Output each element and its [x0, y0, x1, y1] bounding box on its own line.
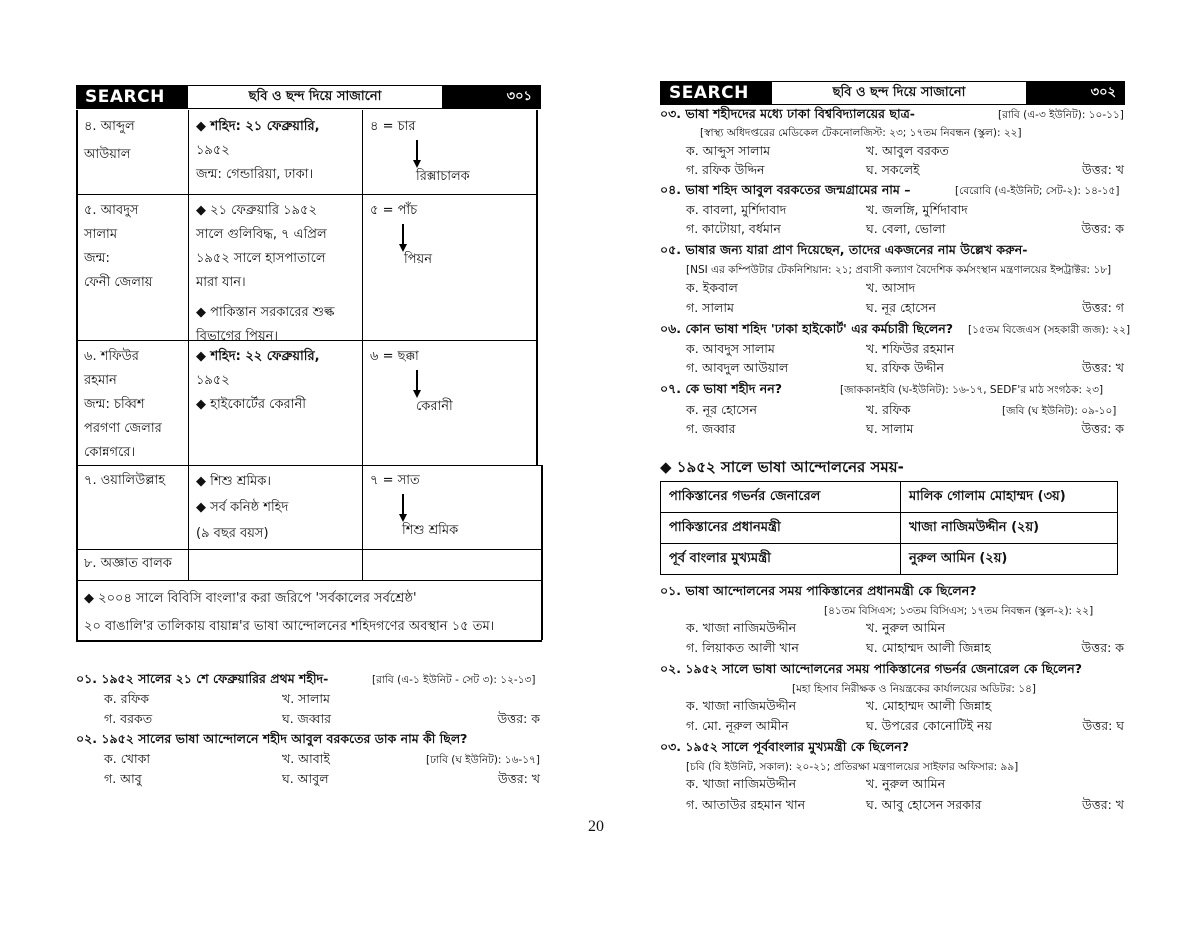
- option-a: ক. আবদুস সালাম: [686, 341, 775, 356]
- question-title: ০২. ১৯৫২ সালে ভাষা আন্দোলনের সময় পাকিস্তানের গভর্নর জেনারেল কে ছিলেন?: [660, 661, 1082, 676]
- question-ref: [ঢাবি (ঘ ইউনিট): ১৬-১৭]: [426, 754, 540, 766]
- table-cell-role: পাকিস্তানের গভর্নর জেনারেল: [661, 482, 901, 513]
- option-d: ঘ. আবু হোসেন সরকার: [866, 797, 982, 812]
- question-ref: [জবি (ঘ ইউনিট): ০৯-১০]: [1002, 405, 1117, 417]
- section-title: ◆ ১৯৫২ সালে ভাষা আন্দোলনের সময়-: [660, 458, 904, 476]
- question-subref: [৪১তম বিসিএস; ১৩তম বিসিএস; ১৭তম নিবন্ধন (স্কুল-২): ২২]: [824, 605, 1094, 617]
- down-arrow-icon: [416, 370, 418, 392]
- note-text: ◆ ২০০৪ সালে বিবিসি বাংলা'র করা জরিপে 'সর্বকালের সর্বশ্রেষ্ঠ' ২০ বাঙালি'র তালিকায় বায়ান্ন'র ভাষা আন্দোলনের শহিদগণের অবস্থান ১৫ তম।: [84, 591, 495, 634]
- option-d: ঘ. জব্বার: [282, 711, 331, 726]
- option-a: ক. ইকবাল: [686, 280, 738, 295]
- row-facts: ◆ ২১ ফেব্রুয়ারি ১৯৫২ সালে গুলিবিদ্ধ, ৭ এপ্রিল ১৯৫২ সালে হাসপাতালে মারা যান। ◆ পাকিস্তান সরকারের শুল্ক বিভাগের পিয়ন।: [196, 203, 335, 344]
- option-b: খ. শফিউর রহমান: [866, 341, 955, 356]
- option-b: খ. রফিক: [866, 402, 911, 417]
- page-footer-number: 20: [588, 818, 604, 835]
- question-title: ০৫. ভাষার জন্য যারা প্রাণ দিয়েছেন, তাদের একজনের নাম উল্লেখ করুন-: [660, 242, 1028, 257]
- option-a: ক. রফিক: [104, 691, 150, 706]
- question-title: ০৪. ভাষা শহিদ আবুল বরকতের জন্মগ্রামের নাম –: [660, 182, 911, 197]
- row-facts: ◆ শহিদ: ২২ ফেব্রুয়ারি, ১৯৫২ ◆ হাইকোর্টের কেরানী: [196, 349, 320, 412]
- question-title: ০৩. ভাষা শহীদদের মধ্যে ঢাকা বিশ্ববিদ্যালয়ের ছাত্র-: [660, 106, 915, 121]
- option-a: ক. খাজা নাজিমউদ্দীন: [686, 620, 797, 635]
- answer-label: উত্তর: ক: [1081, 221, 1124, 236]
- down-arrow-icon: [416, 140, 418, 162]
- row-facts: ◆ শহিদ: ২১ ফেব্রুয়ারি, ১৯৫২ জন্ম: গেন্ডারিয়া, ঢাকা।: [196, 119, 320, 182]
- option-d: ঘ. রফিক উদ্দীন: [866, 360, 944, 375]
- row-rhyme: ৫ = পাঁচ: [370, 203, 418, 218]
- table-cell-role: পাকিস্তানের প্রধানমন্ত্রী: [661, 513, 901, 544]
- option-b: খ. আবাই: [282, 751, 330, 766]
- brand-label: SEARCH: [661, 82, 772, 104]
- down-arrow-icon: [402, 224, 404, 246]
- option-d: ঘ. মোহাম্মদ আলী জিন্নাহ: [866, 640, 991, 655]
- header-title: ছবি ও ছন্দ দিয়ে সাজানো: [832, 84, 966, 100]
- option-c: গ. মো. নূরুল আমীন: [686, 718, 789, 733]
- table-cell-role: পূর্ব বাংলার মুখ্যমন্ত্রী: [661, 544, 901, 575]
- option-a: ক. আব্দুস সালাম: [686, 143, 771, 158]
- answer-label: উত্তর: ঘ: [1082, 718, 1124, 733]
- option-a: ক. বাবলা, মুর্শিদাবাদ: [686, 202, 787, 217]
- row-rhyme: ৪ = চার: [370, 119, 416, 134]
- answer-label: উত্তর: খ: [1082, 360, 1124, 375]
- row-name: ৮. অজ্ঞাত বালক: [84, 556, 172, 571]
- question-ref: [জাককানইবি (ঘ-ইউনিট): ১৬-১৭, SEDF'র মাঠ সংগঠক: ২৩]: [840, 384, 1104, 396]
- question-title: ০৭. কে ভাষা শহীদ নন?: [660, 381, 782, 396]
- row-mnemonic: রিক্সাচালক: [416, 169, 470, 184]
- question-title: ০২. ১৯৫২ সালের ভাষা আন্দোলনে শহীদ আবুল বরকতের ডাক নাম কী ছিল?: [76, 731, 468, 746]
- question-ref: [রাবি (এ-৩ ইউনিট): ১০-১১]: [998, 109, 1124, 121]
- question-subref: [স্বাস্থ্য অধিদপ্তরের মেডিকেল টেকনোলজিস্ট: ২৩; ১৭তম নিবন্ধন (স্কুল): ২২]: [700, 127, 1022, 139]
- question-title: ০১. ১৯৫২ সালের ২১ শে ফেব্রুয়ারির প্রথম শহীদ-: [76, 671, 329, 686]
- option-b: খ. জলঙ্গি, মুর্শিদাবাদ: [866, 202, 968, 217]
- header-title: ছবি ও ছন্দ দিয়ে সাজানো: [248, 88, 382, 104]
- answer-label: উত্তর: খ: [498, 771, 540, 786]
- brand-label: SEARCH: [77, 86, 188, 108]
- answer-label: উত্তর: গ: [1082, 300, 1124, 315]
- row-rhyme: ৭ = সাত: [370, 473, 420, 488]
- row-mnemonic: কেরানী: [416, 399, 453, 414]
- question-subref: [NSI এর কম্পিউটার টেকনিশিয়ান: ২১; প্রবাসী কল্যাণ বৈদেশিক কর্মসংস্থান মন্ত্রণালয়ের ইন্সট্রাক্টর: ১৮]: [686, 264, 1112, 276]
- option-b: খ. সালাম: [282, 691, 330, 706]
- option-a: ক. খোকা: [104, 751, 150, 766]
- table-cell-person: খাজা নাজিমউদ্দীন (২য়): [901, 513, 1118, 544]
- option-c: গ. বরকত: [104, 711, 153, 726]
- option-d: ঘ. বেলা, ভোলা: [866, 221, 946, 236]
- option-c: গ. লিয়াকত আলী খান: [686, 640, 799, 655]
- option-b: খ. আবুল বরকত: [866, 143, 949, 158]
- question-subref: [মহা হিসাব নিরীক্ষক ও নিয়ন্ত্রকের কার্যালয়ের অডিটর: ১৪]: [792, 683, 1036, 695]
- option-c: গ. রফিক উদ্দিন: [686, 162, 765, 177]
- option-d: ঘ. সালাম: [866, 421, 914, 436]
- option-b: খ. নুরুল আমিন: [866, 620, 946, 635]
- option-d: ঘ. আবুল: [282, 771, 329, 786]
- question-ref: [রাবি (এ-১ ইউনিট - সেট ৩): ১২-১৩]: [372, 674, 536, 686]
- option-a: ক. খাজা নাজিমউদ্দীন: [686, 698, 797, 713]
- row-mnemonic: শিশু শ্রমিক: [402, 523, 459, 538]
- question-title: ০৬. কোন ভাষা শহিদ 'ঢাকা হাইকোর্ট' এর কর্মচারী ছিলেন?: [660, 321, 953, 336]
- answer-label: উত্তর: খ: [1082, 162, 1124, 177]
- table-row: [661, 482, 1118, 513]
- question-ref: [বেরোবি (এ-ইউনিট; সেট-২): ১৪-১৫]: [955, 185, 1120, 197]
- option-a: ক. খাজা নাজিমউদ্দীন: [686, 776, 797, 791]
- question-title: ০৩. ১৯৫২ সালে পূর্ববাংলার মুখ্যমন্ত্রী কে ছিলেন?: [660, 739, 910, 754]
- table-cell-person: নুরুল আমিন (২য়): [901, 544, 1118, 575]
- option-b: খ. মোহাম্মদ আলী জিন্নাহ: [866, 698, 992, 713]
- answer-label: উত্তর: ক: [497, 711, 540, 726]
- row-mnemonic: পিয়ন: [404, 252, 432, 267]
- row-rhyme: ৬ = ছক্কা: [370, 349, 419, 364]
- option-d: ঘ. উপরের কোনোটিই নয়: [866, 718, 992, 733]
- option-b: খ. নুরুল আমিন: [866, 776, 946, 791]
- option-d: ঘ. সকলেই: [866, 162, 920, 177]
- table-cell-person: মালিক গোলাম মোহাম্মদ (৩য়): [901, 482, 1118, 513]
- option-c: গ. আতাউর রহমান খান: [686, 797, 806, 812]
- right-header: [660, 81, 1125, 105]
- option-d: ঘ. নূর হোসেন: [866, 300, 936, 315]
- option-b: খ. আসাদ: [866, 280, 916, 295]
- option-c: গ. জব্বার: [686, 421, 736, 436]
- answer-label: উত্তর: ক: [1081, 421, 1124, 436]
- row-name: ৭. ওয়ালিউল্লাহ: [84, 473, 166, 488]
- option-c: গ. সালাম: [686, 300, 734, 315]
- option-c: গ. কাটোয়া, বর্ধমান: [686, 221, 781, 236]
- down-arrow-icon: [402, 494, 404, 516]
- row-name: ৫. আবদুস সালাম জন্ম: ফেনী জেলায়: [84, 203, 153, 290]
- left-header: [76, 85, 541, 109]
- option-a: ক. নূর হোসেন: [686, 402, 758, 417]
- question-subref: [চবি (বি ইউনিট, সকাল): ২০-২১; প্রতিরক্ষা মন্ত্রণালয়ের সাইফার অফিসার: ৯৯]: [686, 761, 1019, 773]
- page-number: ৩০১: [442, 86, 540, 108]
- question-ref: [১৫তম বিজেএস (সহকারী জজ): ২২]: [968, 324, 1131, 336]
- option-c: গ. আবদুল আউয়াল: [686, 360, 789, 375]
- row-name: ৪. আব্দুল আউয়াল: [84, 119, 135, 162]
- table-row: [661, 513, 1118, 544]
- answer-label: উত্তর: ক: [1081, 640, 1124, 655]
- table-row: [661, 544, 1118, 575]
- option-c: গ. আবু: [104, 771, 142, 786]
- answer-label: উত্তর: খ: [1082, 797, 1124, 812]
- page-number: ৩০২: [1026, 82, 1124, 104]
- row-facts: ◆ শিশু শ্রমিক। ◆ সর্ব কনিষ্ঠ শহিদ (৯ বছর বয়স): [196, 474, 289, 541]
- row-name: ৬. শফিউর রহমান জন্ম: চব্বিশ পরগণা জেলার কোন্নগরে।: [84, 349, 162, 460]
- question-title: ০১. ভাষা আন্দোলনের সময় পাকিস্তানের প্রধানমন্ত্রী কে ছিলেন?: [660, 583, 977, 598]
- leaders-table: [660, 481, 1118, 575]
